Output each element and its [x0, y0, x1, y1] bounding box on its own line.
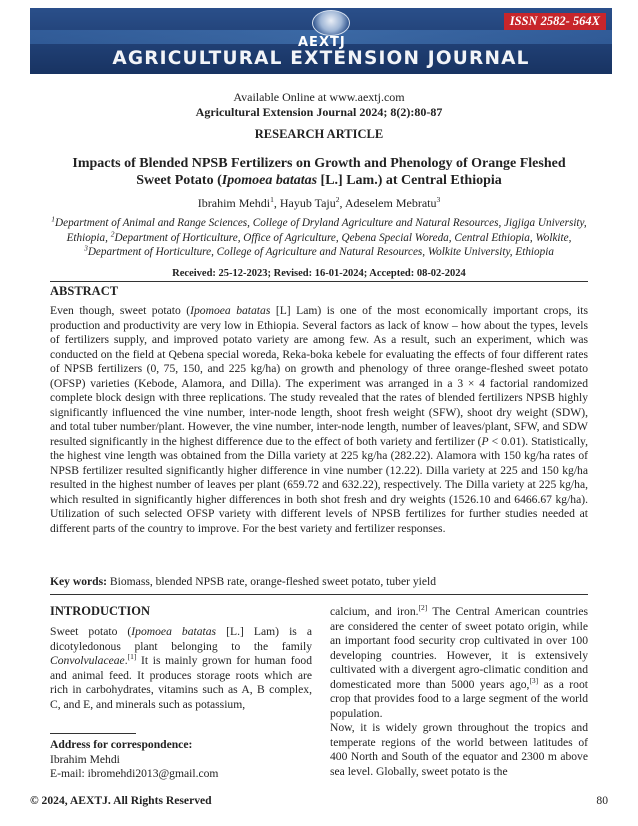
keywords-text: Biomass, blended NPSB rate, orange-fleshed sweet potato, tuber yield	[107, 575, 437, 588]
correspondence-heading: Address for correspondence:	[50, 738, 193, 751]
intro-left-column: Sweet potato (Ipomoea batatas [L.] Lam) is a dicotyledonous plant belonging to the family Convolvulaceae.[1] It is mainly grown for human food and animal feed. It produces storage roots which are rich in carbohydrates, vitamins such as A, B complex, C, and E, and minerals such as potassium,	[50, 625, 313, 711]
correspondence-email[interactable]: E-mail: ibromehdi2013@gmail.com	[50, 767, 219, 780]
keywords-label: Key words:	[50, 575, 107, 588]
journal-citation: Agricultural Extension Journal 2024; 8(2):80-87	[195, 105, 443, 119]
author-name: Hayub Taju	[279, 196, 336, 210]
title-line-2c: [L.] Lam.) at Central Ethiopia	[317, 173, 502, 188]
journal-logo-icon	[312, 10, 350, 36]
copyright: © 2024, AEXTJ. All Rights Reserved	[30, 794, 212, 807]
citation-ref[interactable]: [3]	[529, 675, 539, 685]
available-online: Available Online at www.aextj.com	[233, 90, 405, 104]
introduction-heading: INTRODUCTION	[50, 604, 151, 618]
author-name: Adeselem Mebratu	[344, 196, 437, 210]
author-name: Ibrahim Mehdi	[197, 196, 271, 210]
page-number: 80	[596, 794, 608, 807]
paper-title	[58, 155, 580, 189]
journal-short-name: AEXTJ	[298, 35, 346, 50]
title-species: Ipomoea batatas	[221, 173, 318, 188]
title-line-1: Impacts of Blended NPSB Fertilizers on Growth and Phenology of Orange Fleshed	[72, 156, 566, 171]
citation-ref[interactable]: [1]	[127, 652, 137, 662]
correspondence-name: Ibrahim Mehdi	[50, 752, 120, 766]
author-list: Ibrahim Mehdi$^1$, Hayub Taju$^2$, Adeselem Mebratu$^3$	[197, 195, 441, 210]
received-dates: Received: 25-12-2023; Revised: 16-01-2024; Accepted: 08-02-2024	[172, 268, 466, 279]
correspondence-block	[50, 738, 218, 782]
article-type: RESEARCH ARTICLE	[254, 127, 384, 141]
affiliation-1: Department of Animal and Range Sciences, College of Dryland Agriculture and Natural Resources, Jigjiga University, Ethiopia,	[55, 217, 587, 244]
divider	[50, 594, 588, 595]
keywords	[50, 575, 588, 588]
intro-paragraph-2: Now, it is widely grown throughout the tropics and temperate regions of the world between latitudes of 400 North and South of the equator and 2300 m above sea level. Globally, sweet potato is the	[330, 721, 588, 778]
title-line-2a: Sweet Potato (	[136, 173, 222, 188]
journal-name: AGRICULTURAL EXTENSION JOURNAL	[112, 48, 530, 69]
affiliation-2: Department of Horticulture, Office of Agriculture, Qebena Special Woreda, Central Ethiopia, Wolkite,	[114, 231, 572, 244]
affiliations: $^1$Department of Animal and Range Sciences, College of Dryland Agriculture and Natural Resources, Jigjiga University, Ethiopia, $^2$Department of Horticulture, Office of Agriculture, Qebena Special Woreda, Central Ethiopia, Wolkite, $^3$Department of Horticulture, College of Agriculture and Natural Resources, Wolkite University, Ethiopia	[51, 214, 587, 258]
citation-ref[interactable]: [2]	[418, 603, 428, 613]
intro-right-column: calcium, and iron.[2] The Central American countries are considered the center of sweet potato origin, while an important food security crop cultivated in over 100 developing countries. However, it is extensively cultivated with a divergent agro-climatic condition and domesticated more than 5000 years ago,[3] as a root crop that provides food to a large segment of the world population. Now, it is widely grown throughout the tropics and temperate regions of the world between latitudes of 400 North and South of the equator and 2300 m above sea level. Globally, sweet potato is the	[330, 603, 588, 778]
abstract-heading: ABSTRACT	[50, 284, 119, 298]
abstract-text: Even though, sweet potato (Ipomoea batatas [L] Lam) is one of the most economically important crops, its production and productivity are very low in Ethiopia. Several factors as lack of know – how about the types, levels of fertilizers supply, and improved potato variety are among few. As a result, such an experiment, which was conducted on the field at Qebena special woreda, Reka-boka kebele for evaluating the effects of four different rates of NPSB fertilizers (0, 75, 150, and 225 kg/ha) on growth and phenology of three orange-fleshed sweet potato (OFSP) varieties (Kebode, Alamora, and Dilla). The experiment was arranged in a 3 × 4 factorial randomized complete block design with three replications. The study revealed that the rates of blended fertilizers NPSB highly significantly influenced the vine number, inter-node length, shoot fresh weight (SFW), shoot dry weight (SDW), and total tuber number/plant. However, the vine number, inter-node length, number of leaves/plant, SFW, and SDW resulted significantly in the highest difference due to the effect of both variety and fertilizer (P < 0.01). Statistically, the highest vine length was obtained from the Dilla variety at 225 kg/ha (282.22). Alamora with 150 kg/ha rates of NPSB fertilizer resulted significantly higher difference in vine number (12.22). Dilla variety at 225 and 150 kg/ha resulted in the highest number of leaves per plant (659.72 and 632.22), respectively. The Dilla variety at 225 kg/ha, which resulted in significantly higher differences in both shot fresh and dry weights (1526.10 and 6466.67 kg/ha). Utilization of such selected OFSP variety with different levels of NPSB fertilizes for further studies needed at different parts of the country to improve. For the best variety and fertilizer responses.	[50, 304, 588, 535]
affiliation-3: Department of Horticulture, College of Agriculture and Natural Resources, Wolkite University, Ethiopia	[87, 246, 554, 258]
journal-banner	[30, 8, 612, 74]
footnote-divider	[50, 733, 136, 734]
issn-badge: ISSN 2582- 564X	[504, 13, 606, 30]
divider	[50, 281, 588, 282]
page-footer	[30, 794, 608, 807]
